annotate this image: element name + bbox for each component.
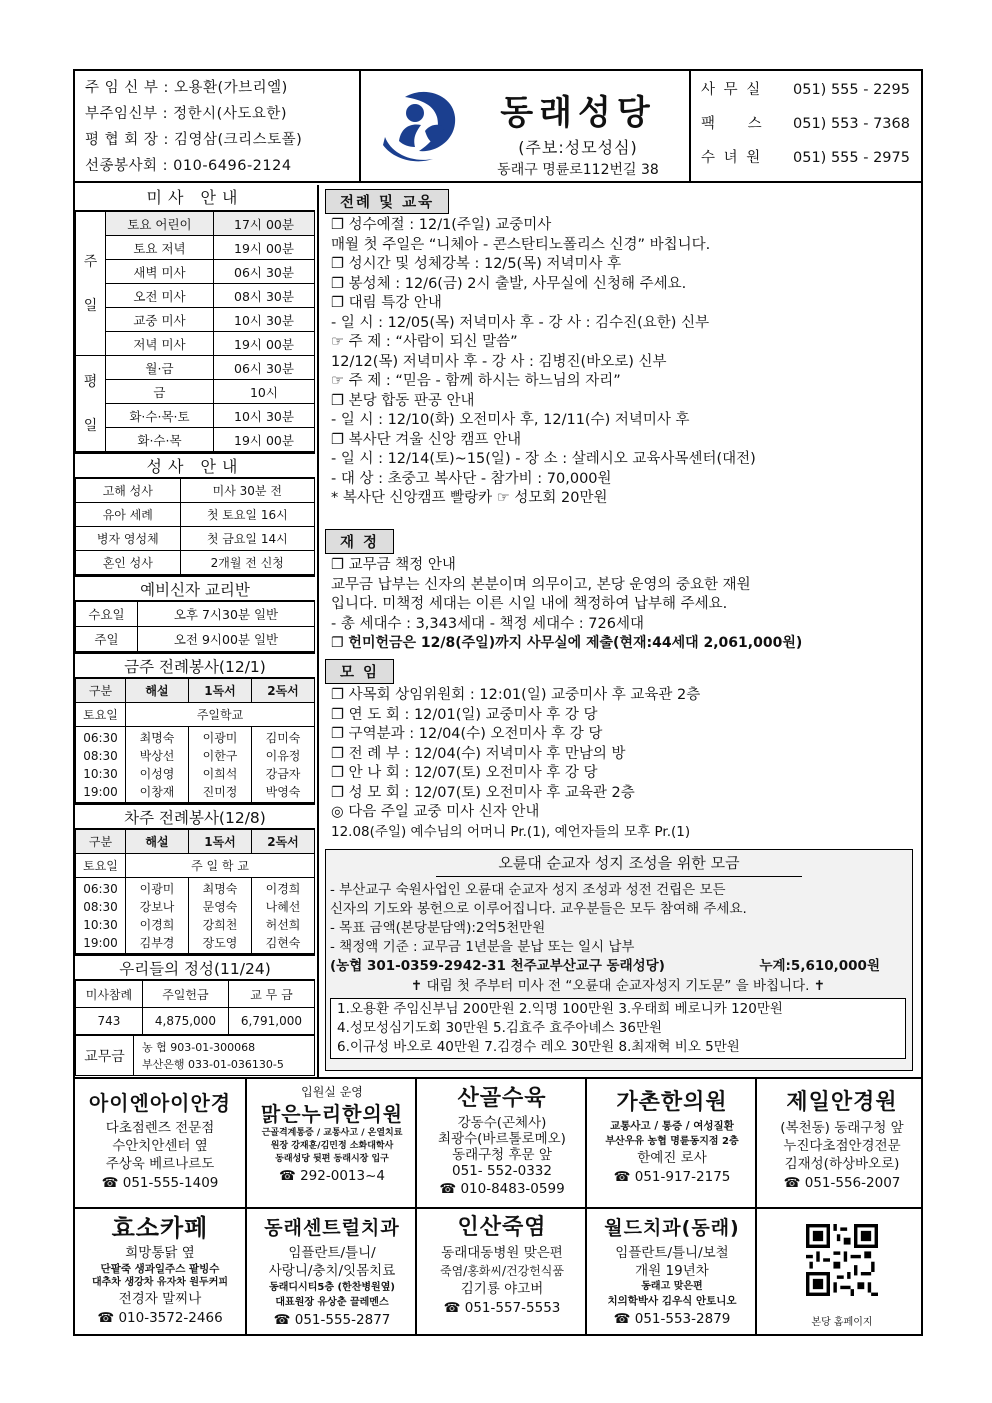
notice-line <box>331 353 756 373</box>
mass-name: 오전 미사 <box>106 284 214 308</box>
clergy-row: 부주임신부 : 정한시(사도요한) <box>85 106 288 122</box>
header <box>75 71 921 183</box>
clergy-row: 선종봉사회 : 010-6496-2124 <box>85 158 292 174</box>
sunday-label: 주 일 <box>76 212 106 356</box>
ad-small: 부산우유 농협 명륜동지점 2층 <box>605 1136 739 1147</box>
liturgy-tag: 전례 및 교육 <box>325 189 449 214</box>
commentator-cell <box>126 727 189 803</box>
ad-insan-salt <box>417 1210 587 1338</box>
notice-text: 매월 첫 주일은 “니체아 - 콘스탄티노폴리스 신경” 바칩니다. <box>331 236 711 253</box>
notice-text: ❐ 본당 합동 판공 안내 <box>331 392 475 409</box>
ad-small: 원장 강재훈/김민정 소화대학사 <box>270 1141 394 1151</box>
notice-line <box>331 823 700 843</box>
ad-phone <box>587 1309 757 1329</box>
qr-caption: 본당 홈페이지 <box>811 1317 873 1328</box>
account-label: 교무금 <box>76 1036 134 1076</box>
fundraising-title: 오륜대 순교자 성지 조성을 위한 모금 <box>436 850 802 877</box>
reader1-cell <box>189 727 252 803</box>
time: 06:30 <box>83 881 118 896</box>
ad-title: 산골수육 <box>457 1086 547 1111</box>
ad-small: 단팥죽 생과일주스 팥빙수 <box>100 1263 220 1275</box>
mass-name: 화·수·목 <box>106 428 214 452</box>
server-name: 박상선 <box>139 748 175 763</box>
ad-phone-number: 051-917-2175 <box>634 1169 731 1185</box>
server-name: 나혜선 <box>265 899 301 914</box>
finance-section <box>325 529 802 654</box>
col-header: 1독서 <box>189 830 252 854</box>
notice-line <box>331 236 756 256</box>
phone-icon: ☎ <box>97 1310 119 1326</box>
fundraising-box <box>325 849 913 1071</box>
notice-text: ❐ 성시간 및 성체강복 : 12/5(목) 저녁미사 후 <box>331 256 622 272</box>
phone-icon: ☎ <box>101 1175 123 1191</box>
notice-line <box>331 803 700 823</box>
notice-text: ❐ 복사단 겨울 신앙 캠프 안내 <box>331 431 522 448</box>
offering-heading: 우리들의 정성(11/24) <box>75 954 315 980</box>
server-name: 장도영 <box>202 935 238 950</box>
ad-phone-number: 051-553-2879 <box>634 1311 731 1327</box>
phone-icon: ☎ <box>443 1300 465 1316</box>
saturday-label: 토요일 <box>76 703 126 727</box>
mass-name: 토요 어린이 <box>106 212 214 236</box>
notice-line <box>331 392 756 412</box>
ad-phone <box>757 1173 927 1193</box>
sacrament-name: 병자 영성체 <box>76 527 181 551</box>
account-numbers <box>134 1036 315 1076</box>
fundraising-prayer: ✝ 대림 첫 주부터 미사 전 “오륜대 순교자성지 기도문” 을 바칩니다. ✝ <box>410 978 826 994</box>
weekday-label: 평 일 <box>76 356 106 452</box>
server-name: 허선희 <box>265 917 301 932</box>
ad-title: 효소카페 <box>111 1214 209 1242</box>
col-header: 해설 <box>126 679 189 703</box>
contact-label: 팩 스 <box>701 116 776 132</box>
ad-malgeunnuri <box>247 1081 417 1209</box>
ad-line: 김기룡 야고버 <box>460 1281 544 1297</box>
notice-line <box>331 745 700 765</box>
ad-title: 제일안경원 <box>786 1090 898 1115</box>
reader1-cell <box>189 878 252 954</box>
fundraising-total: 누계:5,610,000원 <box>759 958 880 974</box>
notice-text: ❐ 헌미헌금은 12/8(주일)까지 사무실에 제출(현재:44세대 2,061,000원) <box>331 635 803 651</box>
sacrament-time: 첫 금요일 14시 <box>180 527 314 551</box>
ad-title: 아이엔아이안경 <box>88 1091 232 1115</box>
notice-line <box>331 595 802 615</box>
ad-central-dental <box>247 1210 417 1338</box>
ad-line: 다초점렌즈 전문점 <box>105 1120 215 1136</box>
notice-line <box>331 784 700 804</box>
ad-phone-number: 051-557-5553 <box>464 1300 561 1316</box>
notice-line <box>331 615 802 635</box>
ad-title: 동래센트럴치과 <box>264 1217 400 1239</box>
fundraising-line: - 부산교구 숙원사업인 오륜대 순교자 성지 조성과 성전 건립은 모든 <box>330 882 726 898</box>
servers-this-table <box>75 678 315 803</box>
donor-list <box>330 998 906 1059</box>
ad-phone <box>75 1173 245 1193</box>
ad-phone-number: 051-555-1409 <box>122 1175 219 1191</box>
time: 19:00 <box>83 935 118 950</box>
time: 08:30 <box>83 748 118 763</box>
server-name: 진미정 <box>202 784 238 799</box>
notice-text: 12/12(목) 저녁미사 후 - 강 사 : 김병진(바오로) 신부 <box>331 353 667 370</box>
mass-time: 17시 00분 <box>213 212 314 236</box>
ad-phone <box>417 1179 587 1199</box>
ad-title: 월드치과(동래) <box>604 1217 740 1239</box>
col-header: 1독서 <box>189 679 252 703</box>
catechumen-table <box>75 601 315 652</box>
meetings-lines <box>325 684 700 842</box>
catechumen-heading: 예비신자 교리반 <box>75 575 315 601</box>
notice-line <box>331 333 756 353</box>
reader2-cell <box>252 878 315 954</box>
mass-name: 화·수·목·토 <box>106 404 214 428</box>
server-name: 강보나 <box>139 899 175 914</box>
ad-phone-number: 051-555-2877 <box>294 1312 391 1328</box>
account-line: 농 협 903-01-300068 <box>142 1040 256 1054</box>
ad-line: 사랑니/충치/잇몸치료 <box>268 1263 396 1279</box>
notice-line <box>331 372 756 392</box>
server-name: 문영숙 <box>202 899 238 914</box>
collection-value: 4,875,000 <box>142 1008 228 1035</box>
dues-value: 6,791,000 <box>228 1008 314 1035</box>
mass-time: 19시 00분 <box>213 236 314 260</box>
notice-text: ❐ 성수예절 : 12/1(주일) 교중미사 <box>331 217 552 233</box>
phone-icon: ☎ <box>439 1181 461 1197</box>
notice-line <box>331 489 756 509</box>
ad-line: 주상욱 베르나르도 <box>105 1156 215 1172</box>
server-name: 이광미 <box>139 881 175 896</box>
ad-phone-number: 292-0013~4 <box>300 1168 385 1184</box>
clergy-row: 평 협 회 장 : 김영삼(크리스토폴) <box>85 132 303 148</box>
mass-time: 10시 30분 <box>213 404 314 428</box>
notice-text: ❐ 대림 특강 안내 <box>331 295 442 311</box>
notice-text: 12.08(주일) 예수님의 어머니 Pr.(1), 예언자들의 모후 Pr.(1) <box>331 823 691 840</box>
server-name: 이창재 <box>139 784 175 799</box>
ad-small: 동래고 맞은편 <box>641 1281 703 1292</box>
ad-ini-optical <box>75 1081 245 1209</box>
ad-line: 수안치안센터 옆 <box>112 1138 208 1154</box>
reader2-cell <box>252 727 315 803</box>
ad-line: 051- 552-0332 <box>452 1163 552 1179</box>
notice-text: - 일 시 : 12/14(토)~15(일) - 장 소 : 살레시오 교육사목센터(대전) <box>331 451 756 467</box>
notice-text: ❐ 교무금 책정 안내 <box>331 557 456 573</box>
donor-line: 6.이규성 바오로 40만원 7.김경수 레오 30만원 8.최재혁 비오 5만원 <box>337 1039 740 1055</box>
server-name: 이한구 <box>202 748 238 763</box>
sacrament-time: 2개월 전 신청 <box>180 551 314 575</box>
notice-text: - 일 시 : 12/05(목) 저녁미사 후 - 강 사 : 김수진(요한) 신부 <box>331 314 710 331</box>
fundraising-lines <box>326 877 912 1059</box>
commentator-cell <box>126 878 189 954</box>
ad-line: 개원 19년차 <box>635 1263 709 1279</box>
clergy-row: 주 임 신 부 : 오용환(가브리엘) <box>85 80 288 96</box>
notice-line <box>331 686 700 706</box>
server-name: 최명숙 <box>202 881 238 896</box>
notice-text: 입니다. 미책정 세대는 이른 시일 내에 책정하여 납부해 주세요. <box>331 596 728 612</box>
ad-small: 동래디시티5층 (한찬병원옆) <box>269 1282 395 1293</box>
account-line: 부산은행 033-01-036130-5 <box>142 1057 284 1071</box>
notice-line <box>331 764 700 784</box>
attendance-value: 743 <box>76 1008 143 1035</box>
parish-title: 동래성당 <box>500 93 656 133</box>
fundraising-line: 신자의 기도와 봉헌으로 이루어집니다. 교우분들은 모두 참여해 주세요. <box>330 901 747 917</box>
server-name: 김미숙 <box>265 730 301 745</box>
mass-name: 교중 미사 <box>106 308 214 332</box>
server-name: 김부경 <box>139 935 175 950</box>
mass-name: 저녁 미사 <box>106 332 214 356</box>
ad-phone <box>587 1167 757 1187</box>
col-header: 해설 <box>126 830 189 854</box>
ad-line: 전경자 말찌나 <box>118 1291 202 1307</box>
notice-text: - 총 세대수 : 3,343세대 - 책정 세대수 : 726세대 <box>331 615 644 632</box>
server-name: 이희석 <box>202 766 238 781</box>
notice-line <box>331 216 756 236</box>
mass-time: 10시 <box>213 380 314 404</box>
ad-line: 입원실 운영 <box>301 1085 363 1099</box>
ad-phone-number: 010-3572-2466 <box>118 1310 223 1326</box>
ad-phone <box>417 1298 587 1318</box>
ad-line: 김재성(하상바오로) <box>784 1156 900 1172</box>
time: 10:30 <box>83 766 118 781</box>
servers-next-heading: 차주 전례봉사(12/8) <box>75 803 315 829</box>
notice-line <box>331 431 756 451</box>
meetings-tag: 모 임 <box>325 659 394 684</box>
parish-logo-icon <box>375 83 467 167</box>
contact-label: 사 무 실 <box>701 82 763 98</box>
ad-line: (복천동) 동래구청 앞 <box>780 1120 904 1136</box>
right-column <box>317 185 921 1077</box>
time: 08:30 <box>83 899 118 914</box>
server-name: 이성영 <box>139 766 175 781</box>
col-header: 교 무 금 <box>228 981 314 1008</box>
notice-text: ❐ 봉성체 : 12/6(금) 2시 출발, 사무실에 신청해 주세요. <box>331 275 687 292</box>
phone-icon: ☎ <box>783 1175 805 1191</box>
notice-text: * 복사단 신앙캠프 빨랑카 ☞ 성모회 20만원 <box>331 490 608 506</box>
notice-text: ◎ 다음 주일 교중 미사 신자 안내 <box>331 804 540 820</box>
notice-line <box>331 411 756 431</box>
contact-list <box>701 75 921 177</box>
finance-lines <box>325 554 802 654</box>
server-name: 박영숙 <box>265 784 301 799</box>
ad-small: 대표원장 유상춘 끌레멘스 <box>275 1297 389 1308</box>
donor-line: 4.성모성심기도회 30만원 5.김효주 효주아녜스 36만원 <box>337 1020 663 1036</box>
ad-small: 근골격계통증 / 교통사고 / 온열치료 <box>261 1128 403 1138</box>
qr-code-icon[interactable] <box>806 1224 878 1296</box>
sacrament-time: 첫 토요일 16시 <box>180 503 314 527</box>
bulletin-page <box>73 69 923 1336</box>
sacrament-name: 혼인 성사 <box>76 551 181 575</box>
ad-line: 희망통닭 옆 <box>125 1245 195 1261</box>
server-name: 이경희 <box>265 881 301 896</box>
notice-text: ☞ 주 제 : “사람이 되신 말씀” <box>331 334 518 350</box>
server-name: 이광미 <box>202 730 238 745</box>
ad-phone <box>247 1310 417 1330</box>
offering-table <box>75 980 315 1035</box>
mass-name: 금 <box>106 380 214 404</box>
finance-tag: 재 정 <box>325 529 394 554</box>
ad-line: 동래구청 후문 앞 <box>452 1147 552 1163</box>
ad-phone <box>247 1166 417 1186</box>
col-header: 구분 <box>76 830 126 854</box>
ad-line: 임플란트/틀니/보철 <box>615 1245 729 1261</box>
mass-time: 10시 30분 <box>213 308 314 332</box>
saturday-value: 주일학교 <box>126 703 315 727</box>
contact-value: 051) 555 - 2975 <box>793 150 910 166</box>
contact-label: 수 녀 원 <box>701 150 763 166</box>
parish-address: 동래구 명륜로112번길 38 <box>497 162 659 178</box>
ad-line: 한예진 로사 <box>637 1150 707 1166</box>
notice-text: ❐ 사목회 상임위원회 : 12:01(일) 교중미사 후 교육관 2층 <box>331 687 701 703</box>
saturday-label: 토요일 <box>76 854 126 878</box>
class-day: 주일 <box>76 627 138 652</box>
class-time: 오전 9시00분 일반 <box>138 627 315 652</box>
ad-line: 누진다초점안경전문 <box>783 1138 901 1154</box>
ad-title: 인산죽염 <box>457 1215 547 1240</box>
notice-text: ❐ 전 례 부 : 12/04(수) 저녁미사 후 만남의 방 <box>331 745 626 762</box>
mass-time: 19시 00분 <box>213 332 314 356</box>
sacrament-table <box>75 478 315 575</box>
class-time: 오후 7시30분 일반 <box>138 602 315 627</box>
notice-text: 교무금 납부는 신자의 본분이며 의무이고, 본당 운영의 중요한 재원 <box>331 576 751 593</box>
sacrament-heading: 성사 안내 <box>75 452 315 478</box>
saturday-value: 주 일 학 교 <box>126 854 315 878</box>
ad-line: 강동수(곤체사) <box>457 1115 547 1131</box>
contact-row <box>701 143 921 177</box>
notice-text: ❐ 구역분과 : 12/04(수) 오전미사 후 강 당 <box>331 726 603 742</box>
mass-time: 06시 30분 <box>213 260 314 284</box>
parish-subtitle: (주보:성모성심) <box>518 138 638 157</box>
server-name: 이경희 <box>139 917 175 932</box>
ad-title: 맑은누리한의원 <box>260 1102 404 1126</box>
col-header: 2독서 <box>252 830 315 854</box>
contact-value: 051) 553 - 7368 <box>793 116 910 132</box>
time-cell <box>76 878 126 954</box>
clergy-list <box>85 75 347 179</box>
contact-row <box>701 75 921 109</box>
mass-time: 06시 30분 <box>213 356 314 380</box>
ad-line: 동래대동병원 맞은편 <box>441 1245 563 1261</box>
notice-text: - 일 시 : 12/10(화) 오전미사 후, 12/11(수) 저녁미사 후 <box>331 412 690 428</box>
notice-text: ☞ 주 제 : “믿음 - 함께 하시는 하느님의 자리” <box>331 373 621 389</box>
notice-line <box>331 725 700 745</box>
notice-line <box>331 294 756 314</box>
notice-line <box>331 314 756 334</box>
time: 19:00 <box>83 784 118 799</box>
col-header: 주일헌금 <box>142 981 228 1008</box>
ad-world-dental <box>587 1210 757 1338</box>
fundraising-account: (농협 301-0359-2942-31 천주교부산교구 동래성당) <box>330 958 665 974</box>
notice-text: ❐ 연 도 회 : 12/01(일) 교중미사 후 강 당 <box>331 706 598 723</box>
left-column <box>75 185 315 1076</box>
time: 10:30 <box>83 917 118 932</box>
ad-sangol <box>417 1081 587 1209</box>
notice-line <box>331 576 802 596</box>
sacrament-name: 유아 세례 <box>76 503 181 527</box>
notice-line <box>331 255 756 275</box>
col-header: 미사참례 <box>76 981 143 1008</box>
ad-phone <box>75 1308 245 1328</box>
phone-icon: ☎ <box>613 1169 635 1185</box>
server-name: 강금자 <box>265 766 301 781</box>
mass-time: 19시 00분 <box>213 428 314 452</box>
time-cell <box>76 727 126 803</box>
notice-line <box>331 275 756 295</box>
ad-hyoso-cafe <box>75 1210 245 1338</box>
mass-name: 월·금 <box>106 356 214 380</box>
ad-phone-number: 051-556-2007 <box>804 1175 901 1191</box>
contact-value: 051) 555 - 2295 <box>793 82 910 98</box>
notice-line <box>331 470 756 490</box>
fundraising-account-row <box>330 957 906 976</box>
mass-name: 토요 저녁 <box>106 236 214 260</box>
notice-text: - 대 상 : 초중고 복사단 - 참가비 : 70,000원 <box>331 470 612 487</box>
contact-row <box>701 109 921 143</box>
ad-jeil-optical <box>757 1081 927 1209</box>
sacrament-name: 고해 성사 <box>76 479 181 503</box>
masthead <box>359 71 691 183</box>
liturgy-section <box>325 189 756 509</box>
mass-table <box>75 211 315 452</box>
server-name: 이유정 <box>265 748 301 763</box>
notice-line <box>331 450 756 470</box>
ad-small: 교통사고 / 통증 / 여성질환 <box>610 1120 734 1132</box>
ad-phone-number: 010-8483-0599 <box>460 1181 565 1197</box>
mass-name: 새벽 미사 <box>106 260 214 284</box>
phone-icon: ☎ <box>273 1312 295 1328</box>
meetings-section <box>325 659 700 842</box>
account-table <box>75 1035 315 1076</box>
notice-text: ❐ 안 나 회 : 12/07(토) 오전미사 후 강 당 <box>331 765 598 781</box>
notice-line <box>331 634 802 654</box>
server-name: 김현숙 <box>265 935 301 950</box>
mass-time: 08시 30분 <box>213 284 314 308</box>
server-name: 최명숙 <box>139 730 175 745</box>
liturgy-lines <box>325 214 756 509</box>
ad-line: 임플란트/틀니/ <box>288 1245 376 1261</box>
fundraising-line: - 책정액 기준 : 교무금 1년분을 분납 또는 일시 납부 <box>330 939 635 955</box>
fundraising-line: - 목표 금액(본당분담액):2억5천만원 <box>330 920 546 936</box>
servers-next-table <box>75 829 315 954</box>
ad-gachon <box>587 1081 757 1209</box>
mass-heading: 미사 안내 <box>75 185 315 211</box>
servers-this-heading: 금주 전례봉사(12/1) <box>75 652 315 678</box>
donor-line: 1.오용환 주임신부님 200만원 2.익명 100만원 3.우태희 베로니카 120만원 <box>337 1001 783 1017</box>
ad-line: 죽염/홍화씨/건강헌식품 <box>439 1264 564 1278</box>
notice-line <box>331 556 802 576</box>
time: 06:30 <box>83 730 118 745</box>
col-header: 2독서 <box>252 679 315 703</box>
notice-text: ❐ 성 모 회 : 12/07(토) 오전미사 후 교육관 2층 <box>331 784 635 801</box>
notice-line <box>331 706 700 726</box>
server-name: 강희천 <box>202 917 238 932</box>
advertisements <box>75 1077 921 1334</box>
ad-small: 치의학박사 김우식 안토니오 <box>607 1295 737 1307</box>
ad-small: 대추차 생강차 유자차 원두커피 <box>91 1277 229 1288</box>
ad-line: 최광수(바르톨로메오) <box>438 1131 566 1147</box>
class-day: 수요일 <box>76 602 138 627</box>
sacrament-time: 미사 30분 전 <box>180 479 314 503</box>
phone-icon: ☎ <box>613 1311 635 1327</box>
ad-small: 동래성당 뒷편 동래시장 입구 <box>275 1154 389 1164</box>
ad-homepage-qr[interactable] <box>757 1210 927 1338</box>
col-header: 구분 <box>76 679 126 703</box>
phone-icon: ☎ <box>278 1168 301 1184</box>
ad-title: 가촌한의원 <box>616 1090 728 1115</box>
